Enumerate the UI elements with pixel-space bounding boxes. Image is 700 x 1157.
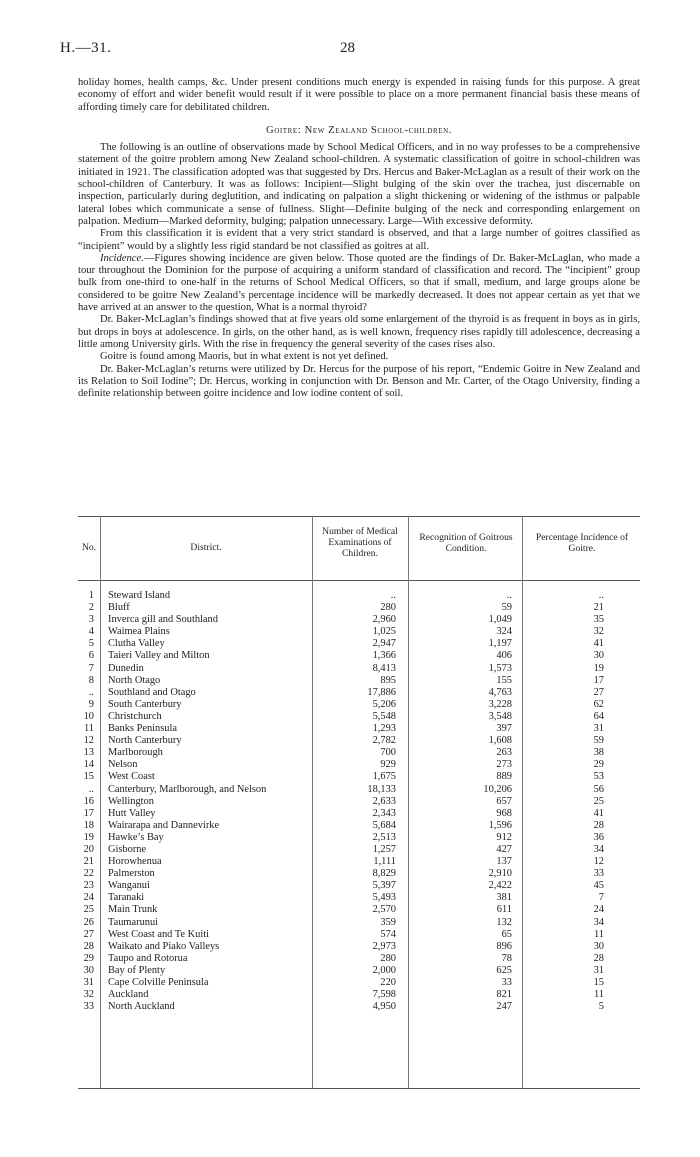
page-header xyxy=(60,40,640,60)
row-examinations: 929 xyxy=(380,759,396,771)
table-row xyxy=(78,771,640,783)
row-recognition: 65 xyxy=(501,928,512,940)
row-percentage: 59 xyxy=(593,735,604,747)
row-number: .. xyxy=(88,783,94,795)
row-percentage: 25 xyxy=(593,795,604,807)
row-number: 29 xyxy=(83,952,94,964)
row-examinations: 1,111 xyxy=(373,856,396,868)
row-recognition: 1,608 xyxy=(488,735,512,747)
row-examinations: 5,684 xyxy=(372,819,396,831)
row-number: 2 xyxy=(88,602,94,614)
row-number: 11 xyxy=(83,723,94,735)
row-percentage: 19 xyxy=(593,662,604,674)
row-recognition: 137 xyxy=(496,856,512,868)
row-number: 9 xyxy=(88,698,94,710)
row-recognition: 427 xyxy=(496,843,512,855)
row-examinations: 8,413 xyxy=(372,662,396,674)
row-district: Main Trunk xyxy=(108,904,158,916)
table-row xyxy=(78,989,640,1001)
table-row xyxy=(78,880,640,892)
row-examinations: 18,133 xyxy=(367,783,396,795)
paragraph-outline: The following is an outline of observations made by School Medical Officers, and in no way professes to be a comprehensive statement of the goitre problem among New Zealand school-children. A systematic classification of goitre in school-children was initiated in 1921. The classification adopted was that suggested by Drs. Hercus and Baker-McLaglan as a result of their work on the school-children of Canterbury. It was as follows: Incipient—Slight bulging of the skin over the trachea, just discernable on inspection, particularly during deglutition, and indicating on palpation a slight thickening or widening of the isthmus or palpable lateral lobes which communicate a sense of fullness. Slight—Definite bulging of the neck and corresponding enlargement on palpation. Medium—Marked deformity, bulging; palpation unnecessary. Large—With excessive deformity. xyxy=(78,142,640,227)
row-examinations: 280 xyxy=(380,602,396,614)
table-row xyxy=(78,856,640,868)
table-row xyxy=(78,759,640,771)
row-examinations: 1,293 xyxy=(372,723,396,735)
row-examinations: 574 xyxy=(380,928,396,940)
row-percentage: 28 xyxy=(593,952,604,964)
row-examinations: 2,633 xyxy=(372,795,396,807)
row-district: Wairarapa and Dannevirke xyxy=(108,819,220,831)
row-district: Taupo and Rotorua xyxy=(108,952,188,964)
row-percentage: 32 xyxy=(593,626,604,638)
row-percentage: 33 xyxy=(593,868,604,880)
table-row xyxy=(78,820,640,832)
section-title: Goitre: New Zealand School-children. xyxy=(265,124,453,136)
row-percentage: 5 xyxy=(598,1001,604,1013)
table-row xyxy=(78,626,640,638)
row-recognition: 78 xyxy=(501,952,512,964)
row-percentage: 41 xyxy=(593,807,604,819)
row-district: Dunedin xyxy=(108,662,144,674)
row-percentage: 34 xyxy=(593,843,604,855)
row-examinations: 5,397 xyxy=(372,880,396,892)
row-district: South Canterbury xyxy=(108,698,182,710)
row-percentage: 38 xyxy=(593,747,604,759)
row-recognition: 397 xyxy=(496,723,512,735)
row-percentage: 12 xyxy=(593,856,604,868)
row-district: Southland and Otago xyxy=(108,686,196,698)
row-percentage: 36 xyxy=(593,831,604,843)
body-text xyxy=(78,77,640,400)
row-percentage: 28 xyxy=(593,819,604,831)
table-row xyxy=(78,699,640,711)
row-district: West Coast xyxy=(108,771,155,783)
table-row xyxy=(78,638,640,650)
row-number: 10 xyxy=(83,710,94,722)
row-number: 23 xyxy=(83,880,94,892)
row-examinations: 2,782 xyxy=(372,735,396,747)
row-examinations: 1,257 xyxy=(372,843,396,855)
table-row xyxy=(78,747,640,759)
row-district: Hutt Valley xyxy=(108,807,156,819)
row-number: 30 xyxy=(83,964,94,976)
row-recognition: 3,548 xyxy=(488,710,512,722)
table-row xyxy=(78,892,640,904)
row-recognition: .. xyxy=(506,590,512,601)
row-recognition: 33 xyxy=(501,977,512,988)
table-row xyxy=(78,977,640,989)
row-number: 17 xyxy=(83,807,94,819)
row-examinations: 895 xyxy=(380,674,396,686)
row-district: North Auckland xyxy=(108,1001,175,1013)
row-number: 18 xyxy=(83,819,94,831)
row-examinations: 17,886 xyxy=(367,686,396,698)
row-examinations: 8,829 xyxy=(372,868,396,880)
row-number: 27 xyxy=(83,928,94,940)
row-recognition: 247 xyxy=(496,1001,512,1013)
header-district: District. xyxy=(190,542,222,553)
table-row xyxy=(78,735,640,747)
row-percentage: 31 xyxy=(593,723,604,735)
row-number: 6 xyxy=(88,650,94,662)
row-percentage: 34 xyxy=(593,916,604,928)
table-row xyxy=(78,965,640,977)
table-row xyxy=(78,868,640,880)
row-number: 20 xyxy=(83,843,94,855)
row-percentage: 56 xyxy=(593,783,604,795)
table-row xyxy=(78,832,640,844)
table-row xyxy=(78,687,640,699)
row-recognition: 273 xyxy=(496,759,512,771)
row-examinations: 2,000 xyxy=(372,964,396,976)
row-percentage: 30 xyxy=(593,940,604,952)
row-percentage: 21 xyxy=(593,602,604,614)
table-row xyxy=(78,941,640,953)
row-percentage: 29 xyxy=(593,759,604,771)
row-district: North Otago xyxy=(108,674,161,686)
row-recognition: 657 xyxy=(496,795,512,807)
row-number: 16 xyxy=(83,795,94,807)
header-percentage: Percentage Incidence of Goitre. xyxy=(535,532,629,554)
row-recognition: 611 xyxy=(496,904,512,916)
row-district: Bluff xyxy=(108,602,130,614)
row-examinations: 1,025 xyxy=(372,626,396,638)
row-number: 14 xyxy=(83,759,94,771)
row-examinations: 700 xyxy=(380,747,396,759)
row-examinations: 1,675 xyxy=(372,771,396,783)
row-number: 12 xyxy=(83,735,94,747)
row-district: Nelson xyxy=(108,759,138,771)
row-recognition: 4,763 xyxy=(488,686,512,698)
row-recognition: 132 xyxy=(496,916,512,928)
row-examinations: .. xyxy=(390,590,396,601)
row-district: Auckland xyxy=(108,989,149,1001)
row-percentage: .. xyxy=(598,590,604,601)
paragraph-findings: Dr. Baker-McLaglan’s findings showed that at five years old some enlargement of the thyroid is as frequent in boys as in girls, but drops in boys at adolescence. In girls, on the other hand, as is well known, frequency rises rapidly till adolescence, decreasing a little among University girls. With the rise in frequency the general severity of the cases rises also. xyxy=(78,314,640,350)
row-district: Bay of Plenty xyxy=(108,964,166,976)
table-top-rule xyxy=(78,516,640,517)
row-percentage: 11 xyxy=(593,989,604,1001)
row-district: North Canterbury xyxy=(108,735,182,747)
table-row xyxy=(78,590,640,602)
row-percentage: 27 xyxy=(593,686,604,698)
row-district: Gisborne xyxy=(108,843,147,855)
row-number: 3 xyxy=(88,614,94,626)
row-examinations: 359 xyxy=(380,916,396,928)
row-percentage: 11 xyxy=(593,928,604,940)
row-percentage: 7 xyxy=(598,892,604,904)
row-district: Waimea Plains xyxy=(108,626,170,638)
row-district: Christchurch xyxy=(108,710,162,722)
table-row xyxy=(78,796,640,808)
incidence-text: —Figures showing incidence are given below. Those quoted are the findings of Dr. Baker-McLaglan, who made a tour throughout the Dominion for the purpose of acquiring a uniform standard of classification and record. The “incipient” group bulk from one-third to one-half in the returns of School Medical Officers, so that if small, medium, and large groups alone be considered to be goitre New Zealand’s percentage incidence will be markedly decreased. It does not appear certain as yet that we have arrived at an answer to the question, What is a normal thyroid? xyxy=(78,252,640,314)
row-number: 7 xyxy=(88,662,94,674)
row-recognition: 1,596 xyxy=(488,819,512,831)
table-row xyxy=(78,602,640,614)
row-number: 13 xyxy=(83,747,94,759)
row-number: 25 xyxy=(83,904,94,916)
row-district: Taumarunui xyxy=(108,916,159,928)
table-row xyxy=(78,904,640,916)
row-number: 28 xyxy=(83,940,94,952)
row-examinations: 2,570 xyxy=(372,904,396,916)
row-recognition: 263 xyxy=(496,747,512,759)
row-number: 31 xyxy=(83,977,94,988)
table-row xyxy=(78,929,640,941)
table-row xyxy=(78,711,640,723)
row-district: Palmerston xyxy=(108,868,155,880)
row-district: Canterbury, Marlborough, and Nelson xyxy=(108,783,267,795)
row-district: Wellington xyxy=(108,795,154,807)
page-number: 28 xyxy=(340,40,355,56)
row-recognition: 912 xyxy=(496,831,512,843)
table-row xyxy=(78,663,640,675)
table-row xyxy=(78,808,640,820)
header-no: No. xyxy=(81,542,97,553)
row-percentage: 35 xyxy=(593,614,604,626)
row-district: Horowhenua xyxy=(108,856,162,868)
row-examinations: 2,973 xyxy=(372,940,396,952)
row-recognition: 1,197 xyxy=(488,638,512,650)
table-row xyxy=(78,784,640,796)
row-percentage: 53 xyxy=(593,771,604,783)
header-recognition: Recognition of Goitrous Condition. xyxy=(419,532,513,554)
row-number: 5 xyxy=(88,638,94,650)
row-district: Wanganui xyxy=(108,880,150,892)
row-percentage: 45 xyxy=(593,880,604,892)
row-recognition: 406 xyxy=(496,650,512,662)
row-recognition: 821 xyxy=(496,989,512,1001)
row-examinations: 4,950 xyxy=(372,1001,396,1013)
row-percentage: 30 xyxy=(593,650,604,662)
table-row xyxy=(78,917,640,929)
paragraph-incidence xyxy=(78,253,640,314)
row-recognition: 10,206 xyxy=(483,783,512,795)
row-district: Marlborough xyxy=(108,747,163,759)
row-examinations: 220 xyxy=(380,977,396,988)
row-number: 21 xyxy=(83,856,94,868)
row-percentage: 31 xyxy=(593,964,604,976)
row-recognition: 625 xyxy=(496,964,512,976)
row-recognition: 59 xyxy=(501,602,512,614)
continuation-paragraph: holiday homes, health camps, &c. Under present conditions much energy is expended in raising funds for this purpose. A great economy of effort and wider benefit would result if it were possible to place on a more permanent financial basis these means of affording timely care for debilitated children. xyxy=(78,77,640,113)
row-district: Steward Island xyxy=(108,590,171,601)
row-recognition: 2,422 xyxy=(488,880,512,892)
table-bottom-rule xyxy=(78,1088,640,1089)
row-recognition: 1,049 xyxy=(488,614,512,626)
row-district: Cape Colville Peninsula xyxy=(108,977,209,988)
table-row xyxy=(78,650,640,662)
row-number: 15 xyxy=(83,771,94,783)
paragraph-classification: From this classification it is evident that a very strict standard is observed, and that a large number of goitres classified as “incipient” would by a slightly less rigid standard be not classified as goitres at all. xyxy=(78,228,640,252)
row-number: 19 xyxy=(83,831,94,843)
row-recognition: 896 xyxy=(496,940,512,952)
header-examinations: Number of Medical Examinations of Children. xyxy=(322,526,398,559)
row-examinations: 7,598 xyxy=(372,989,396,1001)
table-row xyxy=(78,844,640,856)
row-examinations: 5,493 xyxy=(372,892,396,904)
row-examinations: 2,343 xyxy=(372,807,396,819)
row-recognition: 889 xyxy=(496,771,512,783)
paragraph-maoris: Goitre is found among Maoris, but in what extent is not yet defined. xyxy=(100,351,389,363)
row-number: 33 xyxy=(83,1001,94,1013)
row-number: 24 xyxy=(83,892,94,904)
row-district: Waikato and Piako Valleys xyxy=(108,940,220,952)
row-examinations: 2,960 xyxy=(372,614,396,626)
row-percentage: 62 xyxy=(593,698,604,710)
row-district: Hawke’s Bay xyxy=(108,831,164,843)
row-district: Clutha Valley xyxy=(108,638,165,650)
incidence-lead: Incidence. xyxy=(100,252,144,264)
row-recognition: 968 xyxy=(496,807,512,819)
row-district: Banks Peninsula xyxy=(108,723,177,735)
row-percentage: 24 xyxy=(593,904,604,916)
row-examinations: 5,206 xyxy=(372,698,396,710)
row-number: 26 xyxy=(83,916,94,928)
row-number: 1 xyxy=(88,590,94,601)
table-row xyxy=(78,675,640,687)
row-number: 8 xyxy=(88,674,94,686)
row-number: 4 xyxy=(88,626,94,638)
table-body xyxy=(78,590,640,1013)
table-row xyxy=(78,953,640,965)
paragraph-report: Dr. Baker-McLaglan’s returns were utilized by Dr. Hercus for the purpose of his report, “Endemic Goitre in New Zealand and its Relation to Soil Iodine”; Dr. Hercus, working in conjunction with Dr. Benson and Mr. Carter, of the Otago University, finding a definite relationship between goitre incidence and low iodine content of soil. xyxy=(78,363,640,400)
table-row xyxy=(78,1001,640,1013)
row-examinations: 2,513 xyxy=(372,831,396,843)
row-district: Taranaki xyxy=(108,892,145,904)
row-percentage: 64 xyxy=(593,710,604,722)
row-percentage: 41 xyxy=(593,638,604,650)
row-district: Taieri Valley and Milton xyxy=(108,650,210,662)
row-number: 22 xyxy=(83,868,94,880)
row-percentage: 17 xyxy=(593,674,604,686)
table-header-rule xyxy=(78,580,640,581)
row-examinations: 280 xyxy=(380,952,396,964)
row-recognition: 2,910 xyxy=(488,868,512,880)
row-number: .. xyxy=(88,686,94,698)
row-number: 32 xyxy=(83,989,94,1001)
row-recognition: 324 xyxy=(496,626,512,638)
row-district: West Coast and Te Kuiti xyxy=(108,928,209,940)
row-examinations: 1,366 xyxy=(372,650,396,662)
report-reference: H.—31. xyxy=(60,40,112,56)
row-recognition: 381 xyxy=(496,892,512,904)
row-recognition: 1,573 xyxy=(488,662,512,674)
table-row xyxy=(78,723,640,735)
row-percentage: 15 xyxy=(593,977,604,988)
row-recognition: 155 xyxy=(496,674,512,686)
table-row xyxy=(78,614,640,626)
row-district: Inverca gill and Southland xyxy=(108,614,218,626)
row-examinations: 2,947 xyxy=(372,638,396,650)
row-examinations: 5,548 xyxy=(372,710,396,722)
row-recognition: 3,228 xyxy=(488,698,512,710)
